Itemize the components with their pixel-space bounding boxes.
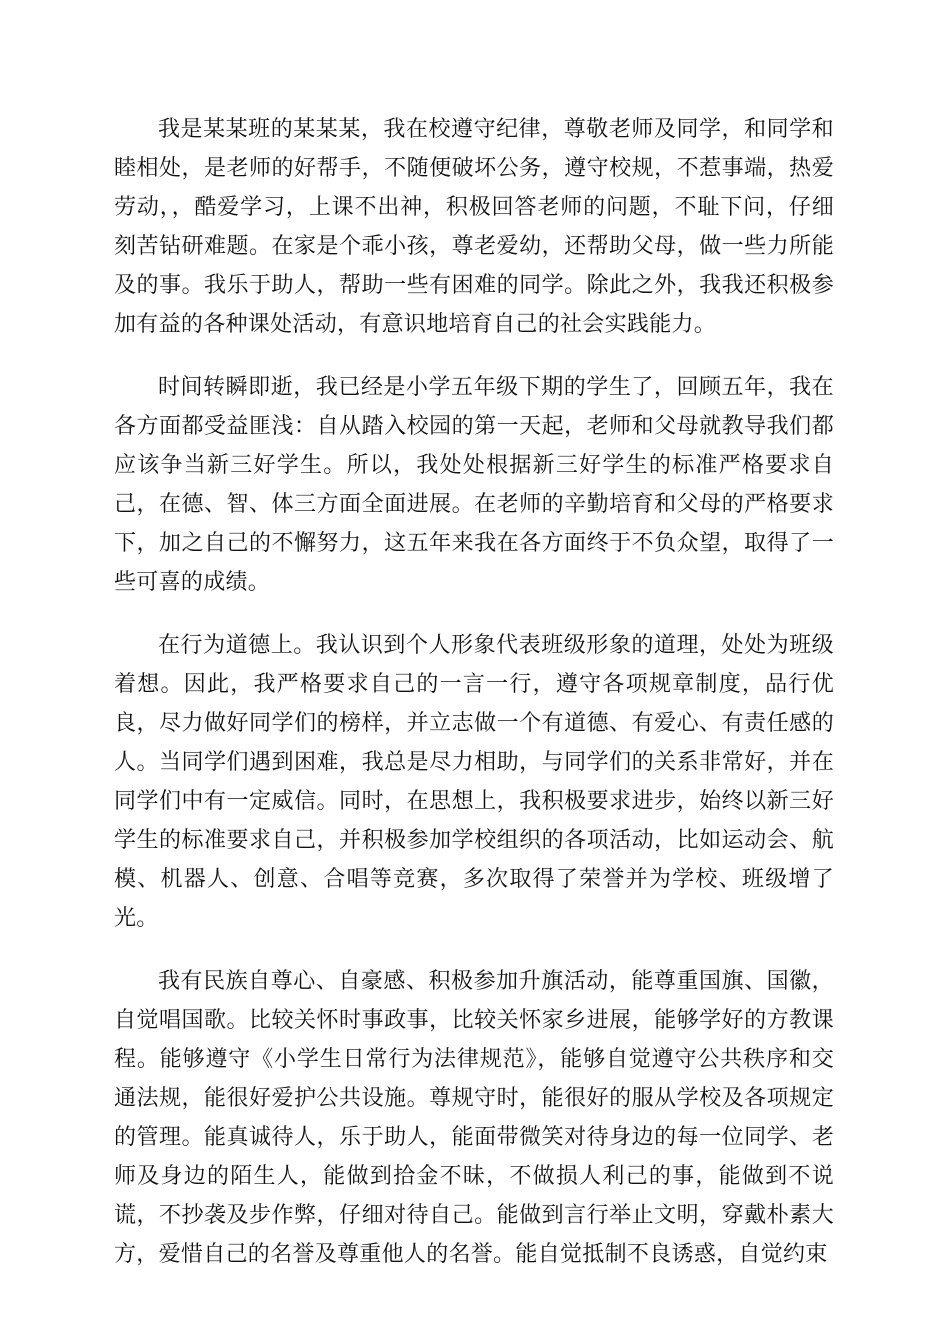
paragraph-3: 在行为道德上。我认识到个人形象代表班级形象的道理，处处为班级着想。因此，我严格要求自己的一言一行，遵守各项规章制度，品行优良，尽力做好同学们的榜样，并立志做一个有道德、有爱心、有责任感的人。当同学们遇到困难，我总是尽力相助，与同学们的关系非常好，并在同学们中有一定威信。同时，在思想上，我积极要求进步，始终以新三好学生的标准要求自己，并积极参加学校组织的各项活动，比如运动会、航模、机器人、创意、合唱等竞赛，多次取得了荣誉并为学校、班级增了光。 [114, 633, 834, 931]
paragraph-1: 我是某某班的某某某，我在校遵守纪律，尊敬老师及同学，和同学和睦相处，是老师的好帮手，不随便破坏公务，遵守校规，不惹事端，热爱劳动，，酷爱学习，上课不出神，积极回答老师的问题，不耻下问，仔细刻苦钻研难题。在家是个乖小孩，尊老爱幼，还帮助父母，做一些力所能及的事。我乐于助人，帮助一些有困难的同学。除此之外，我我还积极参加有益的各种课处活动，有意识地培育自己的社会实践能力。 [114, 117, 834, 337]
document-body [114, 110, 834, 1298]
paragraph-4: 我有民族自尊心、自豪感、积极参加升旗活动，能尊重国旗、国徽，自觉唱国歌。比较关怀时事政事，比较关怀家乡进展，能够学好的方教课程。能够遵守《小学生日常行为法律规范》，能够自觉遵守公共秩序和交通法规，能很好爱护公共设施。尊规守时，能很好的服从学校及各项规定的管理。能真诚待人，乐于助人，能面带微笑对待身边的每一位同学、老师及身边的陌生人，能做到拾金不昧，不做损人利己的事，能做到不说谎，不抄袭及步作弊，仔细对待自己。能做到言行举止文明，穿戴朴素大方，爱惜自己的名誉及尊重他人的名誉。能自觉抵制不良诱惑，自觉约束 [114, 969, 834, 1267]
paragraph-2: 时间转瞬即逝，我已经是小学五年级下期的学生了，回顾五年，我在各方面都受益匪浅：自从踏入校园的第一天起，老师和父母就教导我们都应该争当新三好学生。所以，我处处根据新三好学生的标准严格要求自己，在德、智、体三方面全面进展。在老师的辛勤培育和父母的严格要求下，加之自己的不懈努力，这五年来我在各方面终于不负众望，取得了一些可喜的成绩。 [114, 375, 834, 595]
